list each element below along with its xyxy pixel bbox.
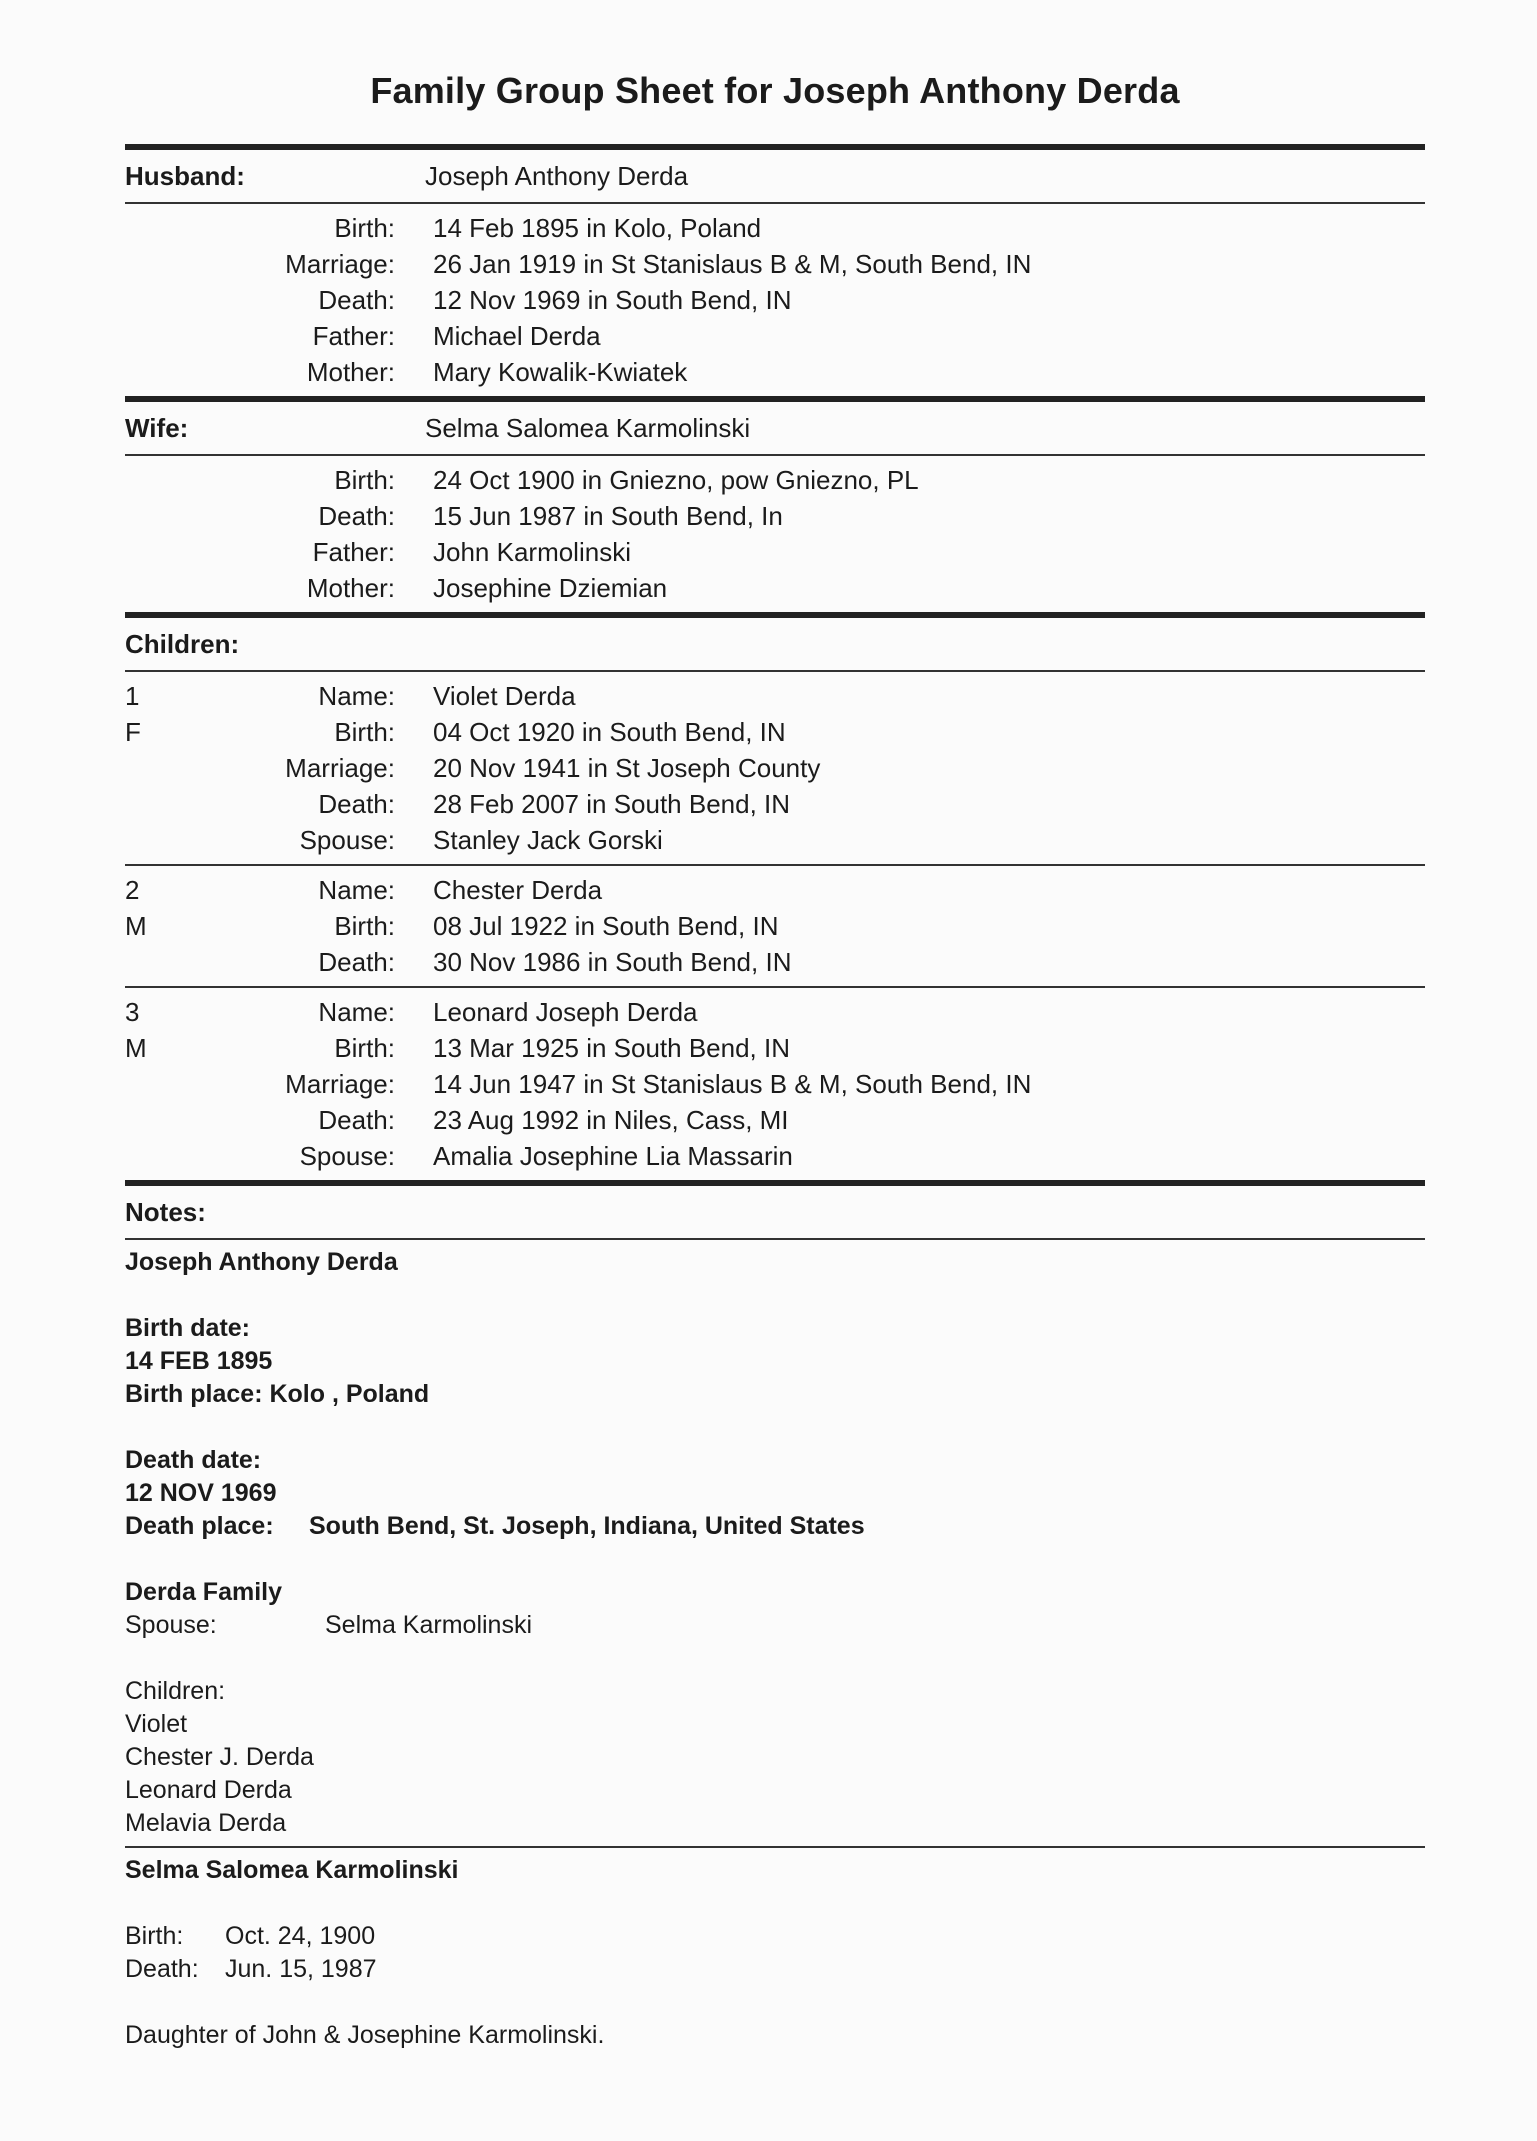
fact-row: [125, 246, 1425, 282]
fact-value: 20 Nov 1941 in St Joseph County: [433, 752, 821, 783]
note-wife-death: Jun. 15, 1987: [225, 1955, 377, 1983]
child-number: 2: [125, 874, 140, 905]
fact-label: Name:: [318, 996, 395, 1027]
notes-wife: [125, 1848, 1425, 2052]
fact-label: Birth:: [334, 716, 395, 747]
fact-label: Father:: [312, 320, 395, 351]
note-spouse-row: [125, 1609, 1425, 1642]
note-death-place: South Bend, St. Joseph, Indiana, United States: [309, 1512, 865, 1540]
fact-value: 30 Nov 1986 in South Bend, IN: [433, 946, 792, 977]
fact-label: Death:: [318, 946, 395, 977]
fact-label: Birth:: [334, 212, 395, 243]
note-wife-name: Selma Salomea Karmolinski: [125, 1856, 459, 1884]
note-wife-birth-label: Birth:: [125, 1922, 184, 1950]
note-child: Chester J. Derda: [125, 1743, 314, 1771]
fact-row: [125, 872, 1425, 908]
fact-row: [125, 318, 1425, 354]
note-birth-date: 14 FEB 1895: [125, 1347, 273, 1375]
fact-value: John Karmolinski: [433, 536, 631, 567]
fact-row: [125, 570, 1425, 606]
note-birth-date-label: Birth date:: [125, 1314, 250, 1342]
children-label: Children:: [125, 628, 240, 659]
fact-row: [125, 944, 1425, 980]
fact-value: Amalia Josephine Lia Massarin: [433, 1140, 793, 1171]
fact-label: Father:: [312, 536, 395, 567]
husband-name: Joseph Anthony Derda: [425, 160, 689, 191]
note-death-place-row: [125, 1510, 1425, 1543]
fact-value: 28 Feb 2007 in South Bend, IN: [433, 788, 791, 819]
fact-label: Name:: [318, 680, 395, 711]
fact-value: 26 Jan 1919 in St Stanislaus B & M, South Bend, IN: [433, 248, 1032, 279]
fact-label: Name:: [318, 874, 395, 905]
family-group-sheet: [125, 70, 1425, 2052]
fact-value: Mary Kowalik-Kwiatek: [433, 356, 688, 387]
fact-label: Death:: [318, 284, 395, 315]
note-birth-place: Birth place: Kolo , Poland: [125, 1380, 430, 1408]
note-family-heading: Derda Family: [125, 1578, 283, 1606]
husband-header: [125, 150, 1425, 202]
note-children-label: Children:: [125, 1677, 226, 1705]
fact-label: Mother:: [306, 572, 395, 603]
fact-value: 23 Aug 1992 in Niles, Cass, MI: [433, 1104, 789, 1135]
fact-value: 13 Mar 1925 in South Bend, IN: [433, 1032, 791, 1063]
fact-value: Chester Derda: [433, 874, 603, 905]
fact-label: Marriage:: [285, 752, 395, 783]
fact-value: Leonard Joseph Derda: [433, 996, 698, 1027]
fact-label: Spouse:: [299, 824, 395, 855]
fact-row: [125, 462, 1425, 498]
note-wife-death-row: [125, 1953, 1425, 1986]
wife-label: Wife:: [125, 412, 189, 443]
fact-value: 08 Jul 1922 in South Bend, IN: [433, 910, 779, 941]
fact-row: [125, 534, 1425, 570]
children-header: [125, 618, 1425, 670]
note-spouse-label: Spouse:: [125, 1611, 217, 1639]
fact-row: [125, 1066, 1425, 1102]
note-wife-birth-row: [125, 1920, 1425, 1953]
fact-value: 15 Jun 1987 in South Bend, In: [433, 500, 783, 531]
child-sex: F: [125, 716, 141, 747]
fact-value: 04 Oct 1920 in South Bend, IN: [433, 716, 786, 747]
wife-name: Selma Salomea Karmolinski: [425, 412, 751, 443]
note-death-date: 12 NOV 1969: [125, 1479, 277, 1507]
fact-value: Violet Derda: [433, 680, 576, 711]
fact-label: Spouse:: [299, 1140, 395, 1171]
fact-value: 24 Oct 1900 in Gniezno, pow Gniezno, PL: [433, 464, 919, 495]
fact-label: Death:: [318, 1104, 395, 1135]
note-child: Melavia Derda: [125, 1809, 287, 1837]
fact-label: Birth:: [334, 464, 395, 495]
child-3: [125, 988, 1425, 1180]
notes-label: Notes:: [125, 1196, 206, 1227]
note-wife-parents: Daughter of John & Josephine Karmolinski.: [125, 2021, 605, 2049]
wife-facts: [125, 456, 1425, 612]
note-spouse: Selma Karmolinski: [325, 1611, 533, 1639]
notes-header: [125, 1186, 1425, 1238]
husband-label: Husband:: [125, 160, 245, 191]
fact-row: [125, 1102, 1425, 1138]
fact-value: Michael Derda: [433, 320, 601, 351]
fact-row: [125, 210, 1425, 246]
page-title: Family Group Sheet for Joseph Anthony Derda: [370, 70, 1180, 111]
note-husband-name: Joseph Anthony Derda: [125, 1248, 398, 1276]
note-wife-death-label: Death:: [125, 1955, 199, 1983]
fact-row: [125, 1030, 1425, 1066]
fact-label: Birth:: [334, 1032, 395, 1063]
fact-value: 14 Feb 1895 in Kolo, Poland: [433, 212, 762, 243]
fact-row: [125, 994, 1425, 1030]
child-sex: M: [125, 910, 147, 941]
fact-label: Birth:: [334, 910, 395, 941]
fact-row: [125, 282, 1425, 318]
fact-row: [125, 822, 1425, 858]
note-child: Violet: [125, 1710, 188, 1738]
fact-label: Death:: [318, 788, 395, 819]
fact-label: Marriage:: [285, 248, 395, 279]
fact-row: [125, 1138, 1425, 1174]
child-1: [125, 672, 1425, 864]
child-sex: M: [125, 1032, 147, 1063]
wife-header: [125, 402, 1425, 454]
note-death-date-label: Death date:: [125, 1446, 262, 1474]
husband-facts: [125, 204, 1425, 396]
child-2: [125, 866, 1425, 986]
fact-row: [125, 786, 1425, 822]
fact-label: Marriage:: [285, 1068, 395, 1099]
fact-value: Josephine Dziemian: [433, 572, 668, 603]
fact-row: [125, 750, 1425, 786]
fact-row: [125, 498, 1425, 534]
fact-value: 14 Jun 1947 in St Stanislaus B & M, South Bend, IN: [433, 1068, 1032, 1099]
fact-row: [125, 354, 1425, 390]
fact-row: [125, 678, 1425, 714]
note-wife-birth: Oct. 24, 1900: [225, 1922, 376, 1950]
child-number: 3: [125, 996, 140, 1027]
fact-row: [125, 714, 1425, 750]
note-death-place-label: Death place:: [125, 1512, 274, 1540]
fact-label: Death:: [318, 500, 395, 531]
fact-value: 12 Nov 1969 in South Bend, IN: [433, 284, 792, 315]
child-number: 1: [125, 680, 140, 711]
fact-label: Mother:: [306, 356, 395, 387]
fact-row: [125, 908, 1425, 944]
note-child: Leonard Derda: [125, 1776, 292, 1804]
notes-body: [125, 1240, 1425, 1840]
fact-value: Stanley Jack Gorski: [433, 824, 663, 855]
